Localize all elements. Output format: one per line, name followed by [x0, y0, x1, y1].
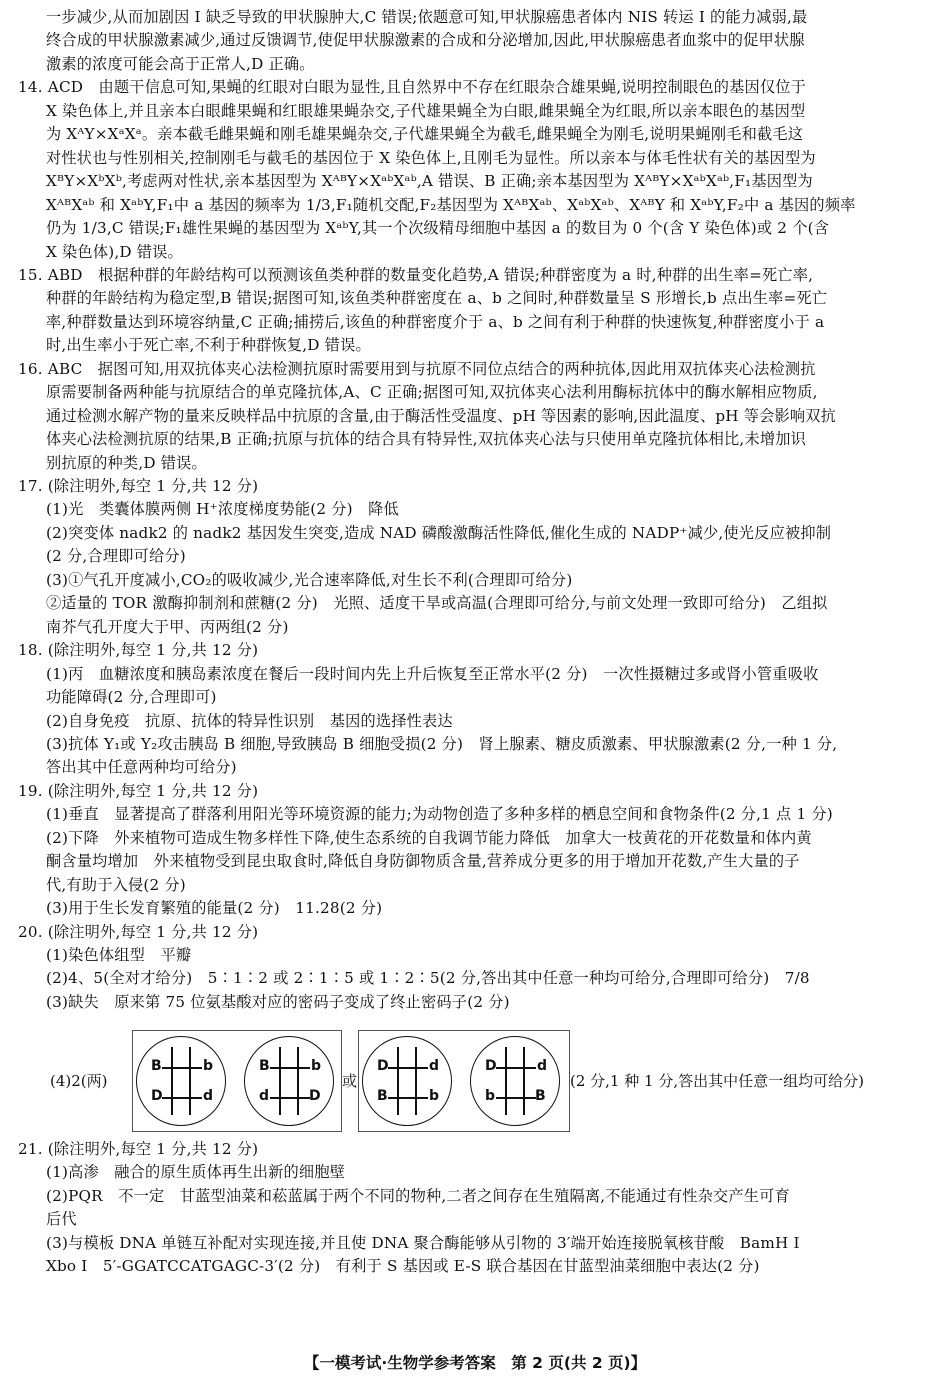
allele-label: D	[309, 1088, 321, 1104]
text-line: (1)高渗 融合的原生质体再生出新的细胞壁	[46, 1163, 346, 1182]
text-line: X 染色体上,并且亲本白眼雌果蝇和红眼雄果蝇杂交,子代雄果蝇全为白眼,雌果蝇全为红眼,所以亲本眼色的基因型	[46, 101, 806, 120]
text-line: 对性状也与性别相关,控制刚毛与截毛的基因位于 X 染色体上,且刚毛为显性。所以亲本与体毛性状有关的基因型为	[46, 148, 816, 167]
chromosome	[171, 1047, 173, 1115]
text-line: Xbo Ⅰ 5′-GGATCCATGAGC-3′(2 分) 有利于 S 基因或 E-S 联合基因在甘蓝型油菜细胞中表达(2 分)	[46, 1257, 760, 1276]
text-line: 代,有助于入侵(2 分)	[46, 875, 186, 894]
allele-label: b	[429, 1088, 440, 1104]
text-line: 激素的浓度可能会高于正常人,D 正确。	[46, 54, 315, 73]
allele-label: D	[485, 1058, 497, 1074]
chromosome	[297, 1047, 299, 1115]
allele-label: d	[259, 1088, 270, 1104]
text-line: 一步减少,从而加剧因 I 缺乏导致的甲状腺肿大,C 错误;依题意可知,甲状腺癌患者体内 NIS 转运 I 的能力减弱,最	[46, 8, 808, 26]
text-line: (1)光 类囊体膜两侧 H⁺浓度梯度势能(2 分) 降低	[46, 500, 399, 519]
text-line: 体夹心法检测抗原的结果,B 正确;抗原与抗体的结合具有特异性,双抗体夹心法与只使用单克隆抗体相比,未增加识	[46, 430, 807, 449]
allele-label: d	[537, 1058, 548, 1074]
chromosome	[397, 1047, 399, 1115]
text-line: (2)4、5(全对才给分) 5∶1∶2 或 2∶1∶5 或 1∶2∶5(2 分,答出其中任意一种均可给分,合理即可给分) 7/8	[46, 969, 810, 988]
text-line: (3)抗体 Y₁或 Y₂攻击胰岛 B 细胞,导致胰岛 B 细胞受损(2 分) 肾上腺素、糖皮质激素、甲状腺激素(2 分,一种 1 分,	[46, 734, 838, 753]
allele-label: B	[259, 1058, 270, 1074]
cell-diagram-4	[470, 1036, 560, 1126]
cell-diagram-3	[362, 1036, 452, 1126]
text-line: (1)垂直 显著提高了群落利用阳光等环境资源的能力;为动物创造了多种多样的栖息空间和食物条件(2 分,1 点 1 分)	[46, 805, 833, 824]
genotype-diagram-row	[46, 1030, 936, 1130]
text-line: 率,种群数量达到环境容纳量,C 正确;捕捞后,该鱼的种群密度介于 a、b 之间有利于种群的快速恢复,种群密度小于 a	[46, 312, 825, 331]
text-line: 时,出生率小于死亡率,不利于种群恢复,D 错误。	[46, 336, 371, 355]
allele-label: b	[485, 1088, 496, 1104]
text-line: 功能障碍(2 分,合理即可)	[46, 688, 217, 707]
text-line: 答出其中任意两种均可给分)	[46, 758, 237, 777]
text-line: (3)用于生长发育繁殖的能量(2 分) 11.28(2 分)	[46, 899, 383, 918]
chromosome	[189, 1047, 191, 1115]
text-line: 17. (除注明外,每空 1 分,共 12 分)	[18, 477, 259, 495]
chromosome	[523, 1047, 525, 1115]
text-line: 20. (除注明外,每空 1 分,共 12 分)	[18, 922, 259, 941]
text-line: 原需要制备两种能与抗原结合的单克隆抗体,A、C 正确;据图可知,双抗体夹心法利用酶标抗体中的酶水解相应物质,	[46, 383, 818, 402]
allele-label: B	[151, 1058, 162, 1074]
text-line: 19. (除注明外,每空 1 分,共 12 分)	[18, 781, 259, 800]
text-line: (1)染色体组型 平瓣	[46, 946, 192, 964]
text-line: 后代	[46, 1210, 77, 1229]
text-line: 14. ACD 由题干信息可知,果蝇的红眼对白眼为显性,且自然界中不存在红眼杂合雄果蝇,说明控制眼色的基因仅位于	[18, 78, 807, 97]
text-line: 21. (除注明外,每空 1 分,共 12 分)	[18, 1140, 259, 1158]
chromosome	[279, 1047, 281, 1115]
text-line: XᴮY×XᵇXᵇ,考虑两对性状,亲本基因型为 XᴬᴮY×XᵃᵇXᵃᵇ,A 错误、B 正确;亲本基因型为 XᴬᴮY×XᵃᵇXᵃᵇ,F₁基因型为	[46, 172, 813, 191]
text-line: (2)下降 外来植物可造成生物多样性下降,使生态系统的自我调节能力降低 加拿大一枝黄花的开花数量和体内黄	[46, 828, 812, 847]
text-line: (1)丙 血糖浓度和胰岛素浓度在餐后一段时间内先上升后恢复至正常水平(2 分) 一次性摄糖过多或肾小管重吸收	[46, 664, 819, 683]
text-line: 15. ABD 根据种群的年龄结构可以预测该鱼类种群的数量变化趋势,A 错误;种群密度为 a 时,种群的出生率=死亡率,	[18, 265, 814, 284]
text-line: (2 分,合理即可给分)	[46, 547, 186, 566]
text-line: (3)与模板 DNA 单链互补配对实现连接,并且使 DNA 聚合酶能够从引物的 3′端开始连接脱氧核苷酸 BamH Ⅰ	[46, 1233, 800, 1252]
allele-label: B	[535, 1088, 546, 1104]
chromosome	[415, 1047, 417, 1115]
cell-diagram-2	[244, 1036, 334, 1126]
allele-label: b	[203, 1058, 214, 1074]
q20-4-suffix: (2 分,1 种 1 分,答出其中任意一组均可给分)	[570, 1072, 864, 1090]
text-line: 酮含量均增加 外来植物受到昆虫取食时,降低自身防御物质含量,营养成分更多的用于增加开花数,产生大量的子	[46, 852, 800, 871]
allele-label: d	[203, 1088, 214, 1104]
allele-label: D	[151, 1088, 163, 1104]
allele-label: B	[377, 1088, 388, 1104]
page-footer: 【一模考试·生物学参考答案 第 2 页(共 2 页)】	[303, 1354, 647, 1372]
text-line: (3)①气孔开度减小,CO₂的吸收减少,光合速率降低,对生长不利(合理即可给分)	[46, 570, 573, 589]
text-line: 16. ABC 据图可知,用双抗体夹心法检测抗原时需要用到与抗原不同位点结合的两种抗体,因此用双抗体夹心法检测抗	[18, 359, 816, 378]
text-line: (2)PQR 不一定 甘蓝型油菜和菘蓝属于两个不同的物种,二者之间存在生殖隔离,不能通过有性杂交产生可育	[46, 1186, 790, 1205]
text-line: 为 XᴬY×XᵃXᵃ。亲本截毛雌果蝇和刚毛雄果蝇杂交,子代雄果蝇全为截毛,雌果蝇全为刚毛,说明果蝇刚毛和截毛这	[46, 125, 804, 144]
text-line: (2)突变体 nadk2 的 nadk2 基因发生突变,造成 NAD 磷酸激酶活性降低,催化生成的 NADP⁺减少,使光反应被抑制	[46, 523, 832, 542]
text-line: (3)缺失 原来第 75 位氨基酸对应的密码子变成了终止密码子(2 分)	[46, 992, 510, 1011]
text-line: 种群的年龄结构为稳定型,B 错误;据图可知,该鱼类种群密度在 a、b 之间时,种群数量呈 S 形增长,b 点出生率=死亡	[46, 289, 828, 308]
text-line: X 染色体),D 错误。	[46, 242, 183, 261]
chromosome	[505, 1047, 507, 1115]
text-line: 终合成的甲状腺激素减少,通过反馈调节,使促甲状腺激素的合成和分泌增加,因此,甲状腺癌患者血浆中的促甲状腺	[46, 31, 805, 50]
allele-label: D	[377, 1058, 389, 1074]
cell-diagram-1	[136, 1036, 226, 1126]
text-line: 南芥气孔开度大于甲、丙两组(2 分)	[46, 617, 289, 636]
text-line: 别抗原的种类,D 错误。	[46, 453, 207, 472]
text-line: ②适量的 TOR 激酶抑制剂和蔗糖(2 分) 光照、适度干旱或高温(合理即可给分,与前文处理一致即可给分) 乙组拟	[46, 594, 828, 613]
text-line: 仍为 1/3,C 错误;F₁雄性果蝇的基因型为 XᵃᵇY,其一个次级精母细胞中基因 a 的数目为 0 个(含 Y 染色体)或 2 个(含	[46, 219, 830, 238]
text-line: (2)自身免疫 抗原、抗体的特异性识别 基因的选择性表达	[46, 711, 453, 730]
allele-label: d	[429, 1058, 440, 1074]
text-line: 通过检测水解产物的量来反映样品中抗原的含量,由于酶活性受温度、pH 等因素的影响,因此温度、pH 等会影响双抗	[46, 406, 837, 425]
allele-label: b	[311, 1058, 322, 1074]
q20-4-prefix: (4)2(两)	[50, 1072, 108, 1090]
text-line: 18. (除注明外,每空 1 分,共 12 分)	[18, 641, 259, 660]
q20-4-or: 或	[342, 1072, 358, 1090]
text-line: XᴬᴮXᵃᵇ 和 XᵃᵇY,F₁中 a 基因的频率为 1/3,F₁随机交配,F₂基因型为 XᴬᴮXᵃᵇ、XᵃᵇXᵃᵇ、XᴬᴮY 和 XᵃᵇY,F₂中 a 基因的频率	[46, 195, 856, 214]
